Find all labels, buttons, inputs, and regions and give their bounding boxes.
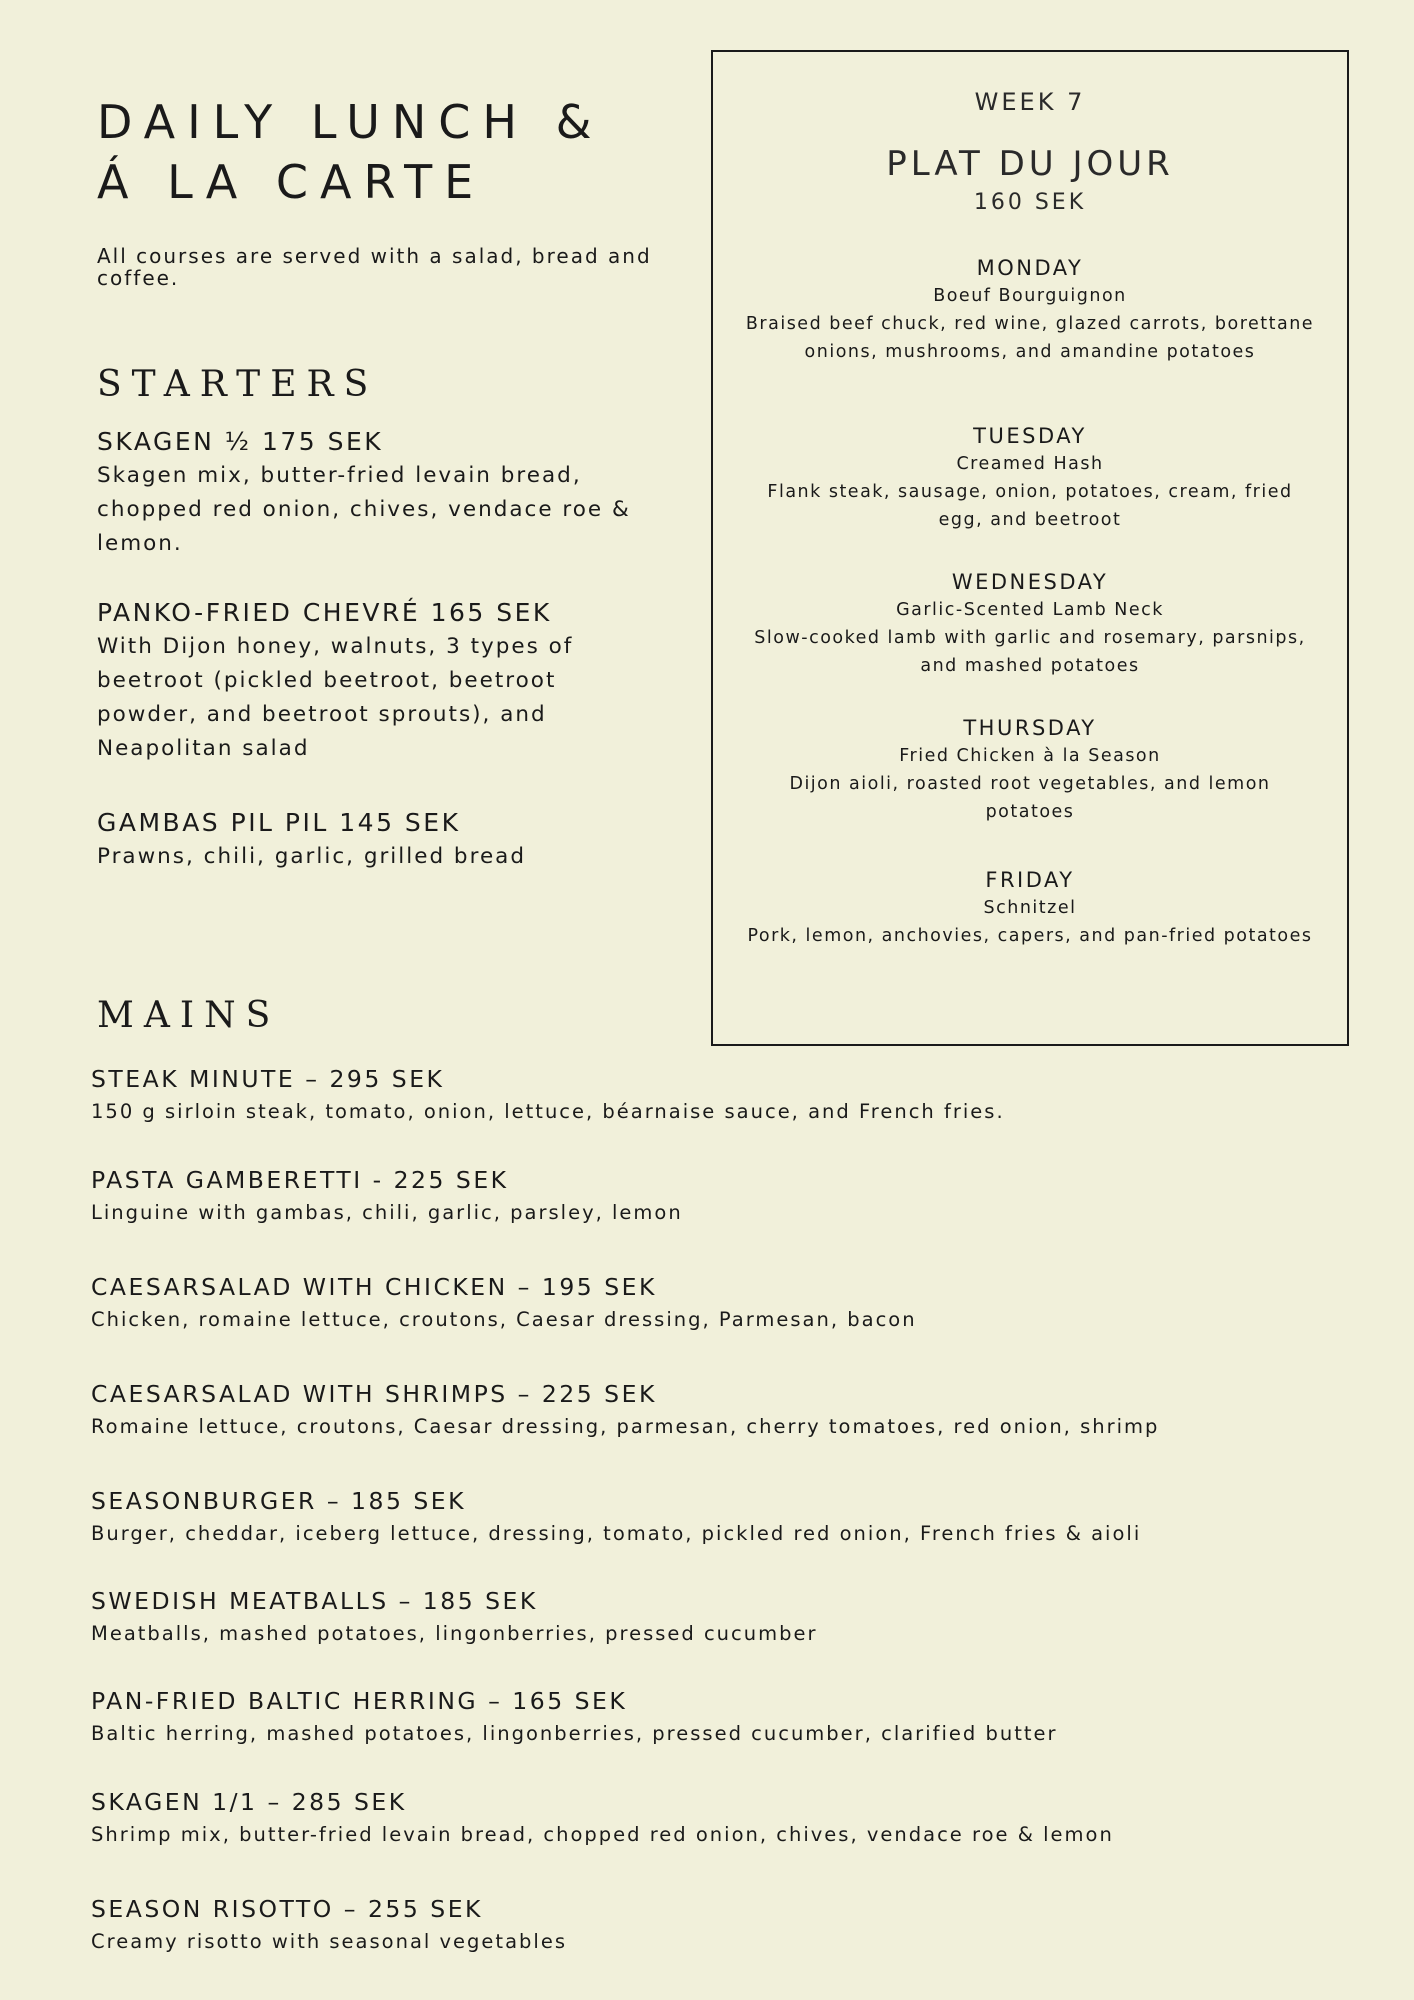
dish-description: Romaine lettuce, croutons, Caesar dressing, parmesan, cherry tomatoes, red onion, shrimp [91, 1415, 1160, 1438]
day-dish: Schnitzel [983, 898, 1077, 918]
starter-item [97, 806, 657, 874]
day-name: FRIDAY [985, 868, 1075, 892]
dish-name: CAESARSALAD WITH CHICKEN – 195 SEK [91, 1273, 657, 1301]
main-item [91, 1270, 1341, 1336]
dish-name: PASTA GAMBERETTI - 225 SEK [91, 1166, 509, 1194]
main-item [91, 1684, 1341, 1750]
day-description: Dijon aioli, roasted root vegetables, and lemon potatoes [789, 774, 1271, 822]
main-item [91, 1785, 1341, 1851]
dish-name: SWEDISH MEATBALLS – 185 SEK [91, 1587, 538, 1615]
main-item [91, 1163, 1341, 1229]
day-description: Braised beef chuck, red wine, glazed carrots, borettane onions, mushrooms, and amandine potatoes [745, 314, 1315, 362]
main-item [91, 1584, 1341, 1650]
main-item [91, 1484, 1341, 1550]
plat-du-jour-title: PLAT DU JOUR [886, 144, 1174, 184]
day-dish: Creamed Hash [956, 454, 1104, 474]
dish-description: 150 g sirloin steak, tomato, onion, lettuce, béarnaise sauce, and French fries. [91, 1100, 1005, 1123]
dish-description: Baltic herring, mashed potatoes, lingonberries, pressed cucumber, clarified butter [91, 1722, 1058, 1745]
dish-description: Shrimp mix, butter-fried levain bread, chopped red onion, chives, vendace roe & lemon [91, 1823, 1114, 1846]
day-entry-thursday [743, 714, 1317, 826]
day-description: Pork, lemon, anchovies, capers, and pan-fried potatoes [747, 926, 1313, 946]
day-description: Flank steak, sausage, onion, potatoes, cream, fried egg, and beetroot [767, 482, 1293, 530]
dish-description: Prawns, chili, garlic, grilled bread [97, 844, 526, 869]
dish-description: Burger, cheddar, iceberg lettuce, dressing, tomato, pickled red onion, French fries & aioli [91, 1522, 1142, 1545]
day-name: MONDAY [976, 256, 1084, 280]
day-dish: Fried Chicken à la Season [899, 746, 1161, 766]
dish-name: SEASON RISOTTO – 255 SEK [91, 1895, 483, 1923]
mains-heading: MAINS [97, 995, 281, 1036]
plat-du-jour-price: 160 SEK [973, 190, 1087, 215]
main-item [91, 1062, 1341, 1128]
dish-name: CAESARSALAD WITH SHRIMPS – 225 SEK [91, 1380, 657, 1408]
dish-description: Meatballs, mashed potatoes, lingonberries, pressed cucumber [91, 1622, 818, 1645]
dish-description: Chicken, romaine lettuce, croutons, Caesar dressing, Parmesan, bacon [91, 1308, 917, 1331]
week-label: WEEK 7 [974, 88, 1086, 116]
main-item [91, 1377, 1341, 1443]
dish-name: SKAGEN 1/1 – 285 SEK [91, 1788, 407, 1816]
dish-name: PAN-FRIED BALTIC HERRING – 165 SEK [91, 1687, 628, 1715]
dish-description: Linguine with gambas, chili, garlic, parsley, lemon [91, 1201, 683, 1224]
dish-description: Skagen mix, butter-fried levain bread, chopped red onion, chives, vendace roe & lemon. [97, 463, 631, 556]
starter-item [97, 425, 657, 561]
day-entry-monday [743, 254, 1317, 366]
dish-name: GAMBAS PIL PIL 145 SEK [97, 808, 461, 837]
day-dish: Garlic-Scented Lamb Neck [896, 600, 1164, 620]
intro-text: All courses are served with a salad, bread and coffee. [97, 244, 652, 290]
starter-item [97, 596, 657, 766]
dish-name: STEAK MINUTE – 295 SEK [91, 1065, 445, 1093]
day-entry-friday [743, 866, 1317, 950]
day-description: Slow-cooked lamb with garlic and rosemary, parsnips, and mashed potatoes [754, 628, 1306, 676]
day-entry-tuesday [743, 422, 1317, 534]
main-item [91, 1892, 1341, 1958]
page-title [97, 92, 697, 212]
day-entry-wednesday [743, 568, 1317, 680]
dish-name: PANKO-FRIED CHEVRÉ 165 SEK [97, 598, 552, 627]
dish-name: SKAGEN ½ 175 SEK [97, 427, 384, 456]
day-name: THURSDAY [963, 716, 1097, 740]
starters-heading: STARTERS [97, 364, 379, 405]
dish-description: Creamy risotto with seasonal vegetables [91, 1930, 567, 1953]
page-title-line-1: DAILY LUNCH & [97, 95, 604, 149]
dish-description: With Dijon honey, walnuts, 3 types of beetroot (pickled beetroot, beetroot powder, and beetroot sprouts), and Neapolitan salad [97, 634, 574, 761]
dish-name: SEASONBURGER – 185 SEK [91, 1487, 467, 1515]
page-title-line-2: Á LA CARTE [97, 155, 486, 209]
day-name: WEDNESDAY [951, 570, 1109, 594]
day-name: TUESDAY [973, 424, 1087, 448]
plat-du-jour-box [711, 50, 1349, 1046]
day-dish: Boeuf Bourguignon [933, 286, 1127, 306]
